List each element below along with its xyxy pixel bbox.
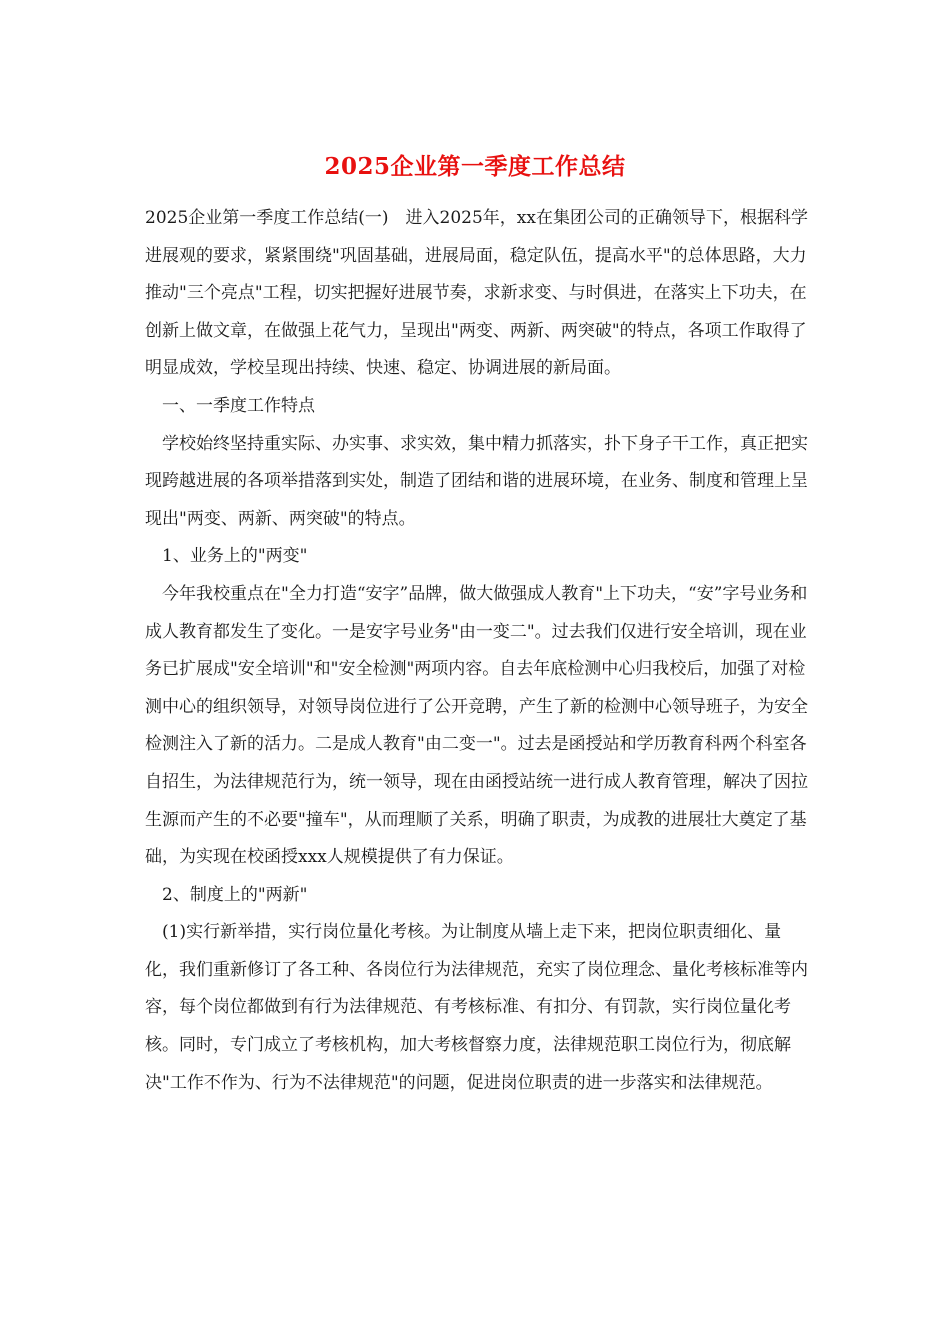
paragraph-business: 今年我校重点在"全力打造“安字”品牌，做大做强成人教育"上下功夫，“安”字号业务和成人教育都发生了变化。一是安字号业务"由一变二"。过去我们仅进行安全培训，现在业务已扩展成"安全培训"和"安全检测"两项内容。自去年底检测中心归我校后，加强了对检测中心的组织领导，对领导岗位进行了公开竞聘，产生了新的检测中心领导班子，为安全检测注入了新的活力。二是成人教育"由二变一"。过去是函授站和学历教育科两个科室各自招生，为法律规范行为，统一领导，现在由函授站统一进行成人教育管理，解决了因拉生源而产生的不必要"撞车"，从而理顺了关系，明确了职责，为成教的进展壮大奠定了基础，为实现在校函授xxx人规模提供了有力保证。 bbox=[145, 583, 808, 868]
subheading-system: 2、制度上的"两新" bbox=[162, 884, 308, 905]
document-title: 2025企业第一季度工作总结 bbox=[324, 153, 626, 180]
document-body bbox=[145, 200, 815, 1102]
paragraph-system: (1)实行新举措，实行岗位量化考核。为让制度从墙上走下来，把岗位职责细化、量化，我们重新修订了各工种、各岗位行为法律规范，充实了岗位理念、量化考核标准等内容，每个岗位都做到有行为法律规范、有考核标准、有扣分、有罚款，实行岗位量化考核。同时，专门成立了考核机构，加大考核督察力度，法律规范职工岗位行为，彻底解决"工作不作为、行为不法律规范"的问题，促进岗位职责的进一步落实和法律规范。 bbox=[145, 922, 808, 1093]
section-heading-1: 一、一季度工作特点 bbox=[162, 395, 315, 416]
subheading-business: 1、业务上的"两变" bbox=[162, 546, 308, 567]
paragraph-intro: 2025企业第一季度工作总结(一) 进入2025年，xx在集团公司的正确领导下，根据科学进展观的要求，紧紧围绕"巩固基础，进展局面，稳定队伍，提高水平"的总体思路，大力推动"三个亮点"工程，切实把握好进展节奏，求新求变、与时俱进，在落实上下功夫，在创新上做文章，在做强上花气力，呈现出"两变、两新、两突破"的特点，各项工作取得了明显成效，学校呈现出持续、快速、稳定、协调进展的新局面。 bbox=[145, 208, 808, 379]
paragraph-features: 学校始终坚持重实际、办实事、求实效，集中精力抓落实，扑下身子干工作，真正把实现跨越进展的各项举措落到实处，制造了团结和谐的进展环境，在业务、制度和管理上呈现出"两变、两新、两突破"的特点。 bbox=[145, 433, 808, 529]
